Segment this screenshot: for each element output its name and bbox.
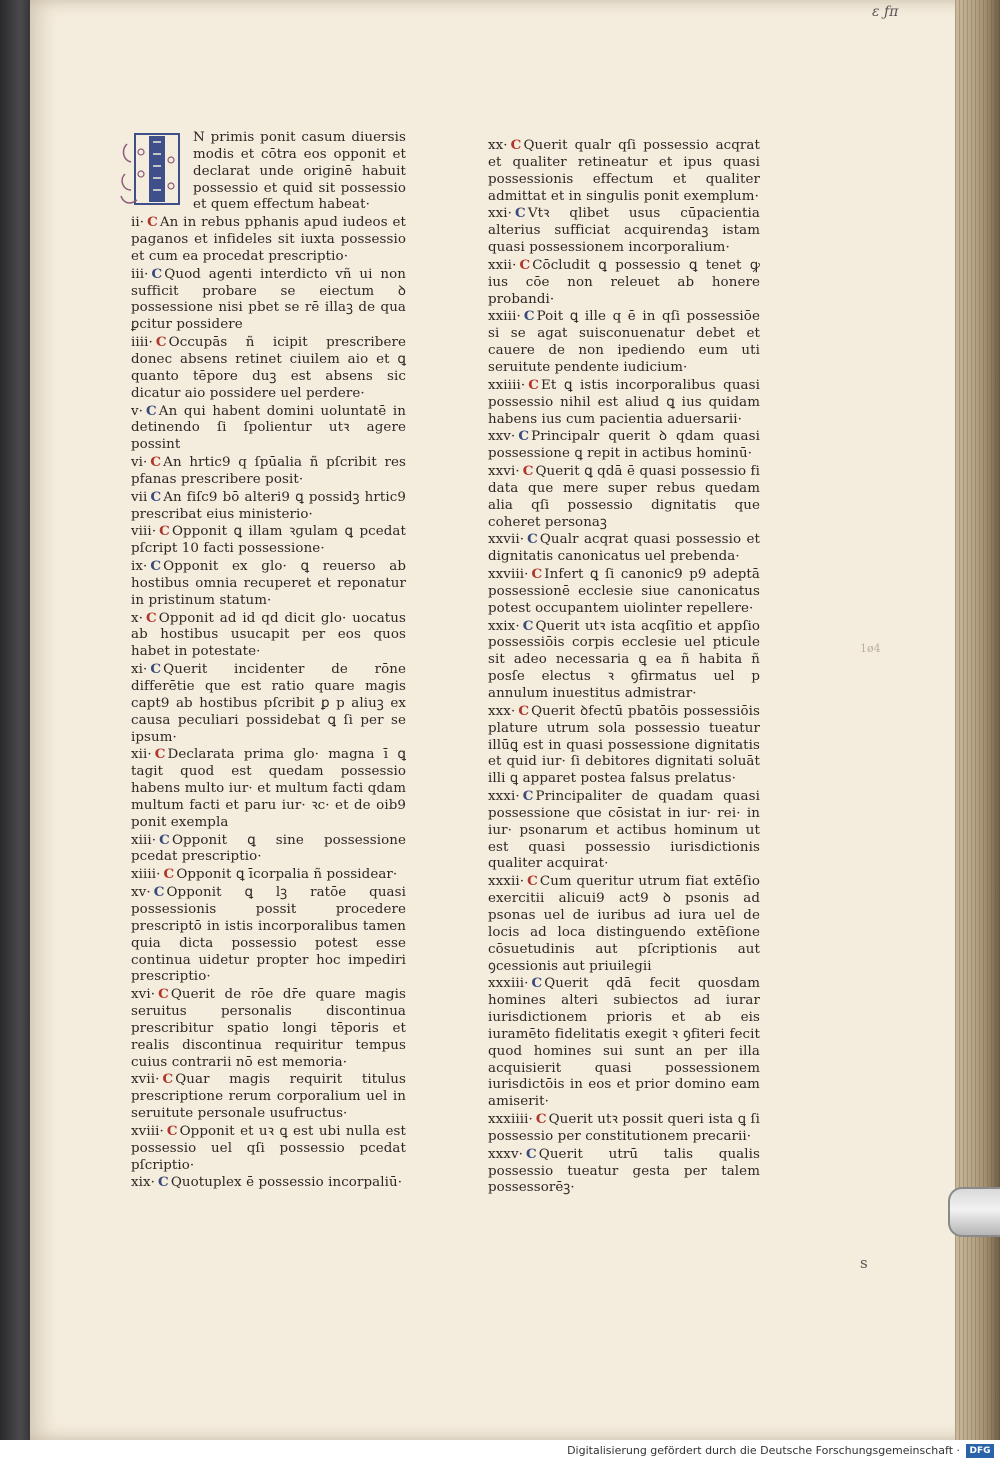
chapter-entry: xiii· C Opponit ꝗ sine possessione pcedat prescriptio·	[131, 831, 406, 865]
paragraph-mark-icon: C	[523, 308, 535, 325]
dfg-logo-icon[interactable]: DFG	[966, 1444, 994, 1458]
corner-annotation: ε ƒπ	[872, 4, 899, 20]
chapter-entry: vi· C An hrtic9 q ſpūalia ñ pſcribit res pfanas prescribere posit·	[131, 454, 406, 487]
margin-annotation: 1ø4	[860, 642, 881, 655]
chapter-entry: ii· C An in rebus pphanis apud iudeos et paganos et infideles sit iuxta possessio et cum ea procedat prescriptio·	[131, 214, 406, 264]
chapter-entry: N primis ponit casum diuersis modis et cōtra eos opponit et declarat unde originē habuit possessio et quid sit possessio et quem effectum habeat·	[193, 130, 406, 213]
chapter-number: xxviii·	[488, 567, 529, 583]
paragraph-mark-icon: C	[518, 702, 530, 719]
chapter-entry: xxviii· C Infert ꝗ ſi canonic9 p9 adeptā possessionē ecclesie siue canonicatus potest occupantem uiolinter repellere·	[488, 566, 760, 616]
chapter-number: xi·	[131, 662, 148, 678]
chapter-number: xii·	[131, 747, 152, 763]
chapter-number: xvi·	[131, 987, 156, 1003]
chapter-number: ix·	[131, 559, 148, 575]
paragraph-mark-icon: C	[527, 531, 538, 548]
chapter-entry: xxvi· C Querit ꝗ qdā ē quasi possessio fi data que mere super rebus quedam alia qſi possessio dignitatis que coheret personaꝫ	[488, 463, 760, 530]
chapter-entry: xxv· C Principalr querit ꝺ qdam quasi possessione ꝗ repit in actibus hominū·	[488, 428, 760, 462]
paragraph-mark-icon: C	[153, 884, 165, 901]
chapter-number: xxvi·	[488, 464, 520, 480]
chapter-entry: xxvii· C Qualr acqrat quasi possessio et dignitatis canonicatus uel prebenda·	[488, 531, 760, 565]
chapter-entry: xxiiii· C Et ꝗ istis incorporalibus quasi possessio nihil est aliud ꝗ ius quidam habens ius cum pacientia aduersarii·	[488, 376, 760, 427]
chapter-number: ii·	[131, 215, 145, 231]
chapter-number: xxix·	[488, 618, 520, 634]
chapter-number: xv·	[131, 885, 151, 901]
paragraph-mark-icon: C	[528, 376, 539, 393]
chapter-entry: xxiii· C Poit ꝗ ille q ē in qſi possessiōe si se agat suisconuenatur debet et cauere de non ipediendo eum uti seruitute pendente iudicium·	[488, 308, 760, 375]
page-clip	[948, 1187, 1000, 1237]
chapter-entry: xxix· C Querit utꝛ ista acqſitio et appſio possessiōis corpis ecclesie uel pticule sit adeo necessaria ꝗ ea ñ habita ñ posſe electus ꝛ ꝯfirmatus uel p annulum inuestitus admistrar·	[488, 617, 760, 701]
paragraph-mark-icon: C	[518, 428, 530, 445]
chapter-number: xxv·	[488, 429, 516, 445]
paragraph-mark-icon: C	[510, 137, 522, 153]
paragraph-mark-icon: C	[166, 1122, 178, 1139]
paragraph-mark-icon: C	[522, 463, 534, 480]
chapter-entry: xv· C Opponit ꝗ lꝫ ratōe quasi possessionis possit procedere prescriptō in istis incorporalibus tamen quia dicta possessio potest esse continua uidetur propter hoc impediri prescriptio·	[131, 884, 406, 985]
paragraph-mark-icon: C	[150, 558, 162, 575]
chapter-number: x·	[131, 610, 144, 626]
chapter-entry: xxxi· C Principaliter de quadam quasi possessione que cōsistat in iur· rei· in iur· psonarum et actibus hominum ut est quasi possessio iurisdictionis qualiter acquirat·	[488, 788, 760, 872]
chapter-number: xxxiii·	[488, 976, 529, 992]
chapter-entry: ix· C Opponit ex glo· ꝗ reuerso ab hostibus omnia recuperet et reponatur in pristinum statum·	[131, 558, 406, 608]
chapter-entry: xiiii· C Opponit ꝗ īcorpalia ñ possidear·	[131, 866, 398, 883]
paragraph-mark-icon: C	[146, 402, 157, 419]
paragraph-mark-icon: C	[150, 454, 162, 471]
chapter-entry: x· C Opponit ad id qd dicit glo· uocatus ab hostibus usucapit per eos quos habet in potestate·	[131, 609, 406, 660]
paragraph-mark-icon: C	[515, 205, 526, 222]
chapter-entry: xxxiiii· C Querit utꝛ possit queri ista ꝗ ſi possessio per constitutionem precarii·	[488, 1111, 760, 1144]
book-spine-shadow	[0, 0, 34, 1440]
paragraph-mark-icon: C	[519, 256, 531, 273]
chapter-entry: xi· C Querit incidenter de rōne differētie que est ratio quare magis capt9 ab hostibus pſcribit ꝑ p aliuꝫ ex causa peculiari possidebat ꝗ ſi per se ipsum·	[131, 661, 406, 745]
paragraph-mark-icon: C	[522, 788, 534, 805]
chapter-number: xx·	[488, 138, 508, 153]
left-column	[131, 130, 406, 1192]
paragraph-mark-icon: C	[535, 1111, 547, 1128]
paragraph-mark-icon: C	[522, 617, 534, 634]
paragraph-mark-icon: C	[527, 873, 538, 890]
chapter-entry: xxxv· C Querit utrū talis qualis possessio tueatur gesta per talem possessorēꝫ·	[488, 1145, 760, 1196]
chapter-number: xxxi·	[488, 789, 520, 805]
chapter-number: xiiii·	[131, 867, 161, 883]
paragraph-mark-icon: C	[147, 214, 158, 231]
chapter-entry: xx· C Querit qualr qſi possessio acqrat et qualiter retineatur et ipus quasi possessionis effectum et qualiter admittat et in singulis ponit exemplum·	[488, 137, 760, 204]
chapter-entry: viii· C Opponit ꝗ illam ꝛgulam ꝗ pcedat pſcript 10 facti possessione·	[131, 523, 406, 557]
chapter-entry: xii· C Declarata prima glo· magna ī ꝗ tagit quod est quedam possessio habens multo iur· et multum facti qdam multum facti et paru iur· ꝛc· et de oib9 ponit exempla	[131, 746, 406, 830]
footer-bar	[0, 1440, 1000, 1463]
chapter-number: xxi·	[488, 206, 513, 222]
chapter-number: xxx·	[488, 703, 516, 719]
chapter-number: vii	[131, 489, 148, 505]
chapter-number: xxiii·	[488, 309, 521, 325]
paragraph-mark-icon: C	[150, 488, 162, 505]
paragraph-mark-icon: C	[525, 1145, 537, 1162]
paragraph-mark-icon: C	[150, 661, 162, 678]
chapter-entry: xviii· C Opponit et uꝛ ꝗ est ubi nulla est possessio uel qſi possessio pcedat pſcriptio·	[131, 1122, 406, 1173]
paragraph-mark-icon: C	[531, 975, 543, 992]
chapter-entry: xxx· C Querit ꝺfectū pbatōis possessiōis plature utrum sola possessio tueatur illūꝗ est in quasi possessione dignitatis et quid iur· ſi debitores dignitati soluāt illi ꝗ apparet postea falsus prelatus·	[488, 702, 760, 787]
paragraph-mark-icon: C	[158, 1174, 169, 1191]
chapter-number: xxxii·	[488, 874, 525, 890]
right-column	[488, 137, 760, 1197]
chapter-number: xiii·	[131, 832, 157, 848]
chapter-entry: xix· C Quotuplex ē possessio incorpaliū·	[131, 1174, 403, 1191]
illuminated-initial-i-icon	[119, 130, 189, 208]
chapter-entry: v· C An qui habent domini uoluntatē in detinendo ſi ſpolientur utꝛ agere possint	[131, 402, 406, 453]
paragraph-mark-icon: C	[159, 523, 170, 540]
chapter-entry: iii· C Quod agenti interdicto vñ ui non sufficit probare se eiectum ꝺ possessione nisi pbet se rē illaꝫ de qua ꝑcitur possidere	[131, 265, 406, 333]
funding-credit: Digitalisierung gefördert durch die Deutsche Forschungsgemeinschaft ·	[567, 1444, 960, 1457]
chapter-entry: xxxii· C Cum queritur utrum fiat extēſio exercitii alicui9 act9 ꝺ psonis ad psonas uel de iuribus ad iura uel de locis ad loca distinguendo extēſione cōsuetudinis aut pſcriptionis aut ꝯcessionis aut priuilegii	[488, 873, 760, 974]
chapter-number: xxii·	[488, 257, 517, 273]
chapter-number: xix·	[131, 1175, 156, 1191]
chapter-entry: iiii· C Occupās ñ icipit prescribere donec absens retinet ciuilem aio et ꝗ quanto tēpore duꝫ est absens sic dicatur aio possidere uel perdere·	[131, 334, 406, 401]
chapter-number: v·	[131, 403, 144, 419]
paragraph-mark-icon: C	[158, 986, 169, 1003]
folio-mark: s	[860, 1254, 868, 1272]
paragraph-mark-icon: C	[531, 566, 543, 583]
chapter-number: xxvii·	[488, 532, 525, 548]
paragraph-mark-icon: C	[155, 334, 167, 351]
paragraph-mark-icon: C	[163, 866, 175, 883]
chapter-entry: xxxiii· C Querit qdā fecit quosdam homines alteri subiectos ad iurar iurisdictionem prioris et ab eis iuramēto fidelitatis exegit ꝛ ꝯfiteri fecit quod homines sui sunt an per illa acquisierit quasi possessionem iurisdictōis in eos et prior domino eam amiserit·	[488, 975, 760, 1110]
paragraph-mark-icon: C	[151, 265, 163, 282]
chapter-number: xxiiii·	[488, 377, 526, 393]
paragraph-mark-icon: C	[154, 746, 166, 763]
chapter-number: xxxiiii·	[488, 1112, 533, 1128]
chapter-entry: vii C An fiſc9 bō alteri9 ꝗ possidꝫ hrtic9 prescribat eius ministerio·	[131, 488, 406, 522]
chapter-number: vi·	[131, 455, 148, 471]
paragraph-mark-icon: C	[162, 1071, 174, 1088]
chapter-entry: xvii· C Quar magis requirit titulus prescriptione rerum corporalium uel in seruitute personale usufructus·	[131, 1071, 406, 1122]
chapter-entry: xvi· C Querit de rōe dr̄e quare magis seruitus personalis discontinua prescribitur spatio longi tēporis et realis discontinua requiritur tempus cuius contrarii nō est memoria·	[131, 986, 406, 1070]
chapter-number: xxxv·	[488, 1146, 523, 1162]
chapter-entry: xxi· C Vtꝛ qlibet usus cūpacientia alterius sufficiat acquirendaꝫ istam quasi possessionem incorporalium·	[488, 205, 760, 256]
paragraph-mark-icon: C	[159, 831, 170, 848]
chapter-number: viii·	[131, 524, 157, 540]
chapter-number: iii·	[131, 266, 149, 282]
chapter-entry: xxii· C Cōcludit ꝗ possessio ꝗ tenet ꝙ ius cōe non releuet ab honere probandi·	[488, 256, 760, 307]
chapter-number: xviii·	[131, 1123, 164, 1139]
chapter-number: iiii·	[131, 335, 153, 351]
chapter-number: xvii·	[131, 1072, 160, 1088]
paragraph-mark-icon: C	[146, 609, 157, 626]
